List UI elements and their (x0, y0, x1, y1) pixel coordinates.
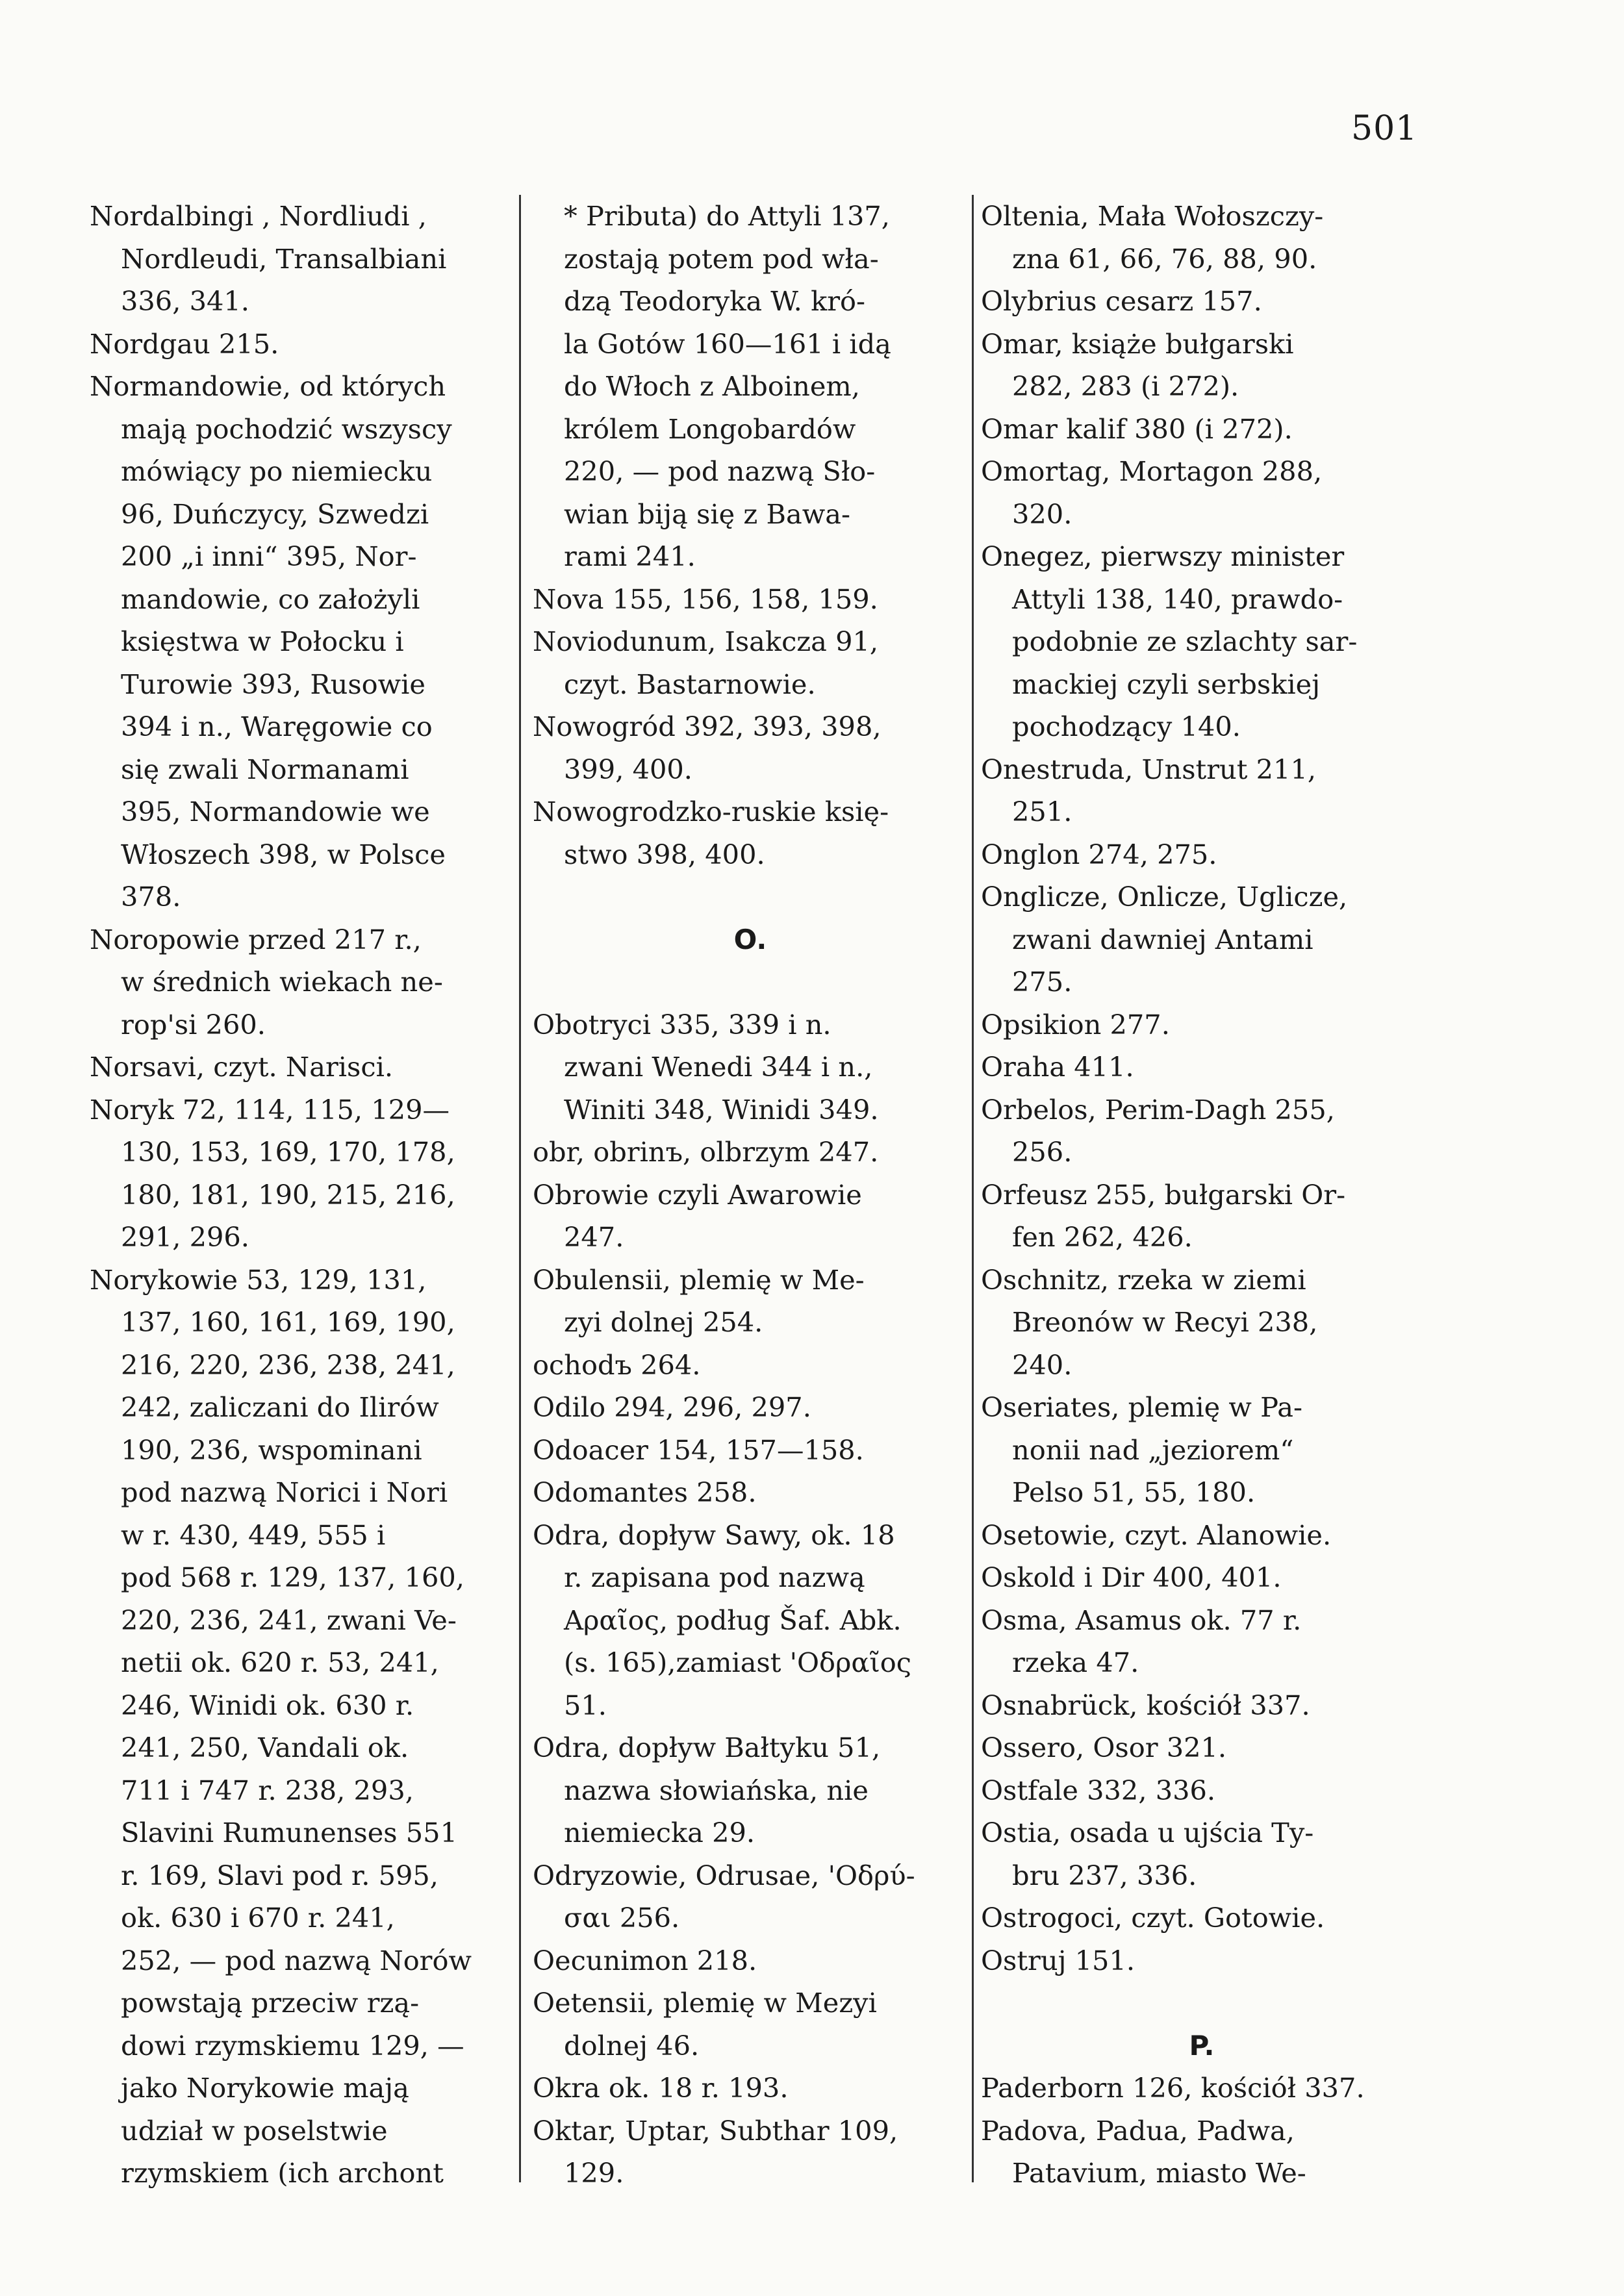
entry-line: stwo 398, 400. (564, 838, 765, 870)
entry-line: 399, 400. (564, 753, 692, 785)
entry-line: Osma, Asamus ok. 77 r. (981, 1604, 1302, 1636)
entry-line: 291, 296. (121, 1221, 249, 1253)
entry-line: niemiecka 29. (564, 1817, 755, 1848)
index-entry (981, 1556, 1423, 1599)
index-entry (981, 1684, 1423, 1727)
entry-line: 240. (1012, 1348, 1072, 1381)
entry-line: 241, 250, Vandali ok. (121, 1732, 409, 1763)
entry-line: Oraha 411. (981, 1051, 1134, 1083)
entry-line: Oetensii, plemię w Mezyi (533, 1987, 877, 2019)
entry-line: la Gotów 160—161 i idą (564, 327, 891, 360)
column-rule (972, 195, 974, 2182)
entry-line: Nowogrodzko-ruskie księ- (533, 796, 889, 827)
entry-line: 256. (1012, 1136, 1072, 1168)
entry-line: Odryzowie, Odrusae, 'Οδρύ- (533, 1859, 915, 1891)
index-column-2 (533, 195, 968, 2195)
index-entry (981, 535, 1423, 748)
entry-line: Osetowie, czyt. Alanowie. (981, 1519, 1332, 1551)
index-entry (981, 1003, 1423, 1046)
entry-line: udział w poselstwie (121, 2114, 388, 2147)
entry-line: r. 169, Slavi pod r. 595, (121, 1859, 438, 1891)
section-heading: P. (1189, 2029, 1215, 2062)
index-entry (981, 280, 1423, 323)
entry-line: Oktar, Uptar, Subthar 109, (533, 2114, 898, 2147)
entry-line: 130, 153, 169, 170, 178, (121, 1136, 455, 1168)
index-entry (533, 1939, 968, 1982)
entry-line: Odra, dopływ Sawy, ok. 18 (533, 1519, 895, 1551)
entry-line: Okra ok. 18 r. 193. (533, 2072, 789, 2104)
entry-line: nazwa słowiańska, nie (564, 1774, 869, 1806)
entry-line: zostają potem pod wła- (564, 242, 879, 275)
entry-line: Onestruda, Unstrut 211, (981, 753, 1317, 785)
entry-line: dowi rzymskiemu 129, — (121, 2029, 464, 2062)
entry-line: dzą Teodoryka W. kró- (564, 285, 866, 317)
index-entry (533, 2067, 968, 2110)
entry-line: 282, 283 (i 272). (1012, 370, 1239, 402)
entry-line: 395, Normandowie we (121, 796, 430, 827)
entry-line: ochodъ 264. (533, 1348, 701, 1381)
entry-line: 51. (564, 1689, 607, 1721)
index-entry (533, 790, 968, 876)
entry-line: 252, — pod nazwą Norów (121, 1944, 472, 1976)
index-entry (981, 1386, 1423, 1514)
entry-line: 216, 220, 236, 238, 241, (121, 1348, 455, 1381)
entry-line: Opsikion 277. (981, 1008, 1170, 1041)
entry-line: Noviodunum, Isakcza 91, (533, 625, 879, 657)
entry-line: do Włoch z Alboinem, (564, 370, 860, 402)
entry-line: 190, 236, wspominani (121, 1433, 422, 1466)
entry-line: bru 237, 336. (1012, 1859, 1197, 1891)
index-entry (533, 620, 968, 705)
entry-line: Ostia, osada u ujścia Ty- (981, 1817, 1314, 1848)
index-entry (981, 1174, 1423, 1259)
entry-line: Omar kalif 380 (i 272). (981, 412, 1293, 445)
entry-line: Norykowie 53, 129, 131, (90, 1263, 427, 1296)
entry-line: rzeka 47. (1012, 1646, 1139, 1678)
entry-line: Ostrogoci, czyt. Gotowie. (981, 1902, 1325, 1934)
entry-line: podobnie ze szlachty sar- (1012, 625, 1358, 657)
entry-line: Nordleudi, Transalbiani (121, 242, 447, 275)
entry-line: Odomantes 258. (533, 1476, 757, 1508)
entry-line: Patavium, miasto We- (1012, 2157, 1306, 2189)
entry-line: Odra, dopływ Bałtyku 51, (533, 1732, 881, 1763)
entry-line: mają pochodzić wszyscy (121, 412, 452, 445)
entry-line: się zwali Normanami (121, 753, 409, 785)
entry-line: 336, 341. (121, 285, 249, 317)
entry-line: σαι 256. (564, 1902, 680, 1934)
entry-line: obr, obrinъ, olbrzym 247. (533, 1136, 879, 1168)
entry-line: Nordgau 215. (90, 327, 279, 360)
entry-line: 96, Duńczycy, Szwedzi (121, 498, 429, 530)
entry-line: mandowie, co założyli (121, 583, 420, 615)
index-column-1 (90, 195, 505, 2195)
entry-line: Włoszech 398, w Polsce (121, 838, 446, 870)
index-entry (533, 1003, 968, 1131)
entry-line: 394 i n., Waręgowie co (121, 711, 433, 742)
index-entry (90, 1089, 505, 1259)
entry-line: Oskold i Dir 400, 401. (981, 1561, 1282, 1593)
spacer (533, 961, 968, 1003)
entry-line: nonii nad „jeziorem“ (1012, 1433, 1294, 1466)
entry-line: netii ok. 620 r. 53, 241, (121, 1646, 439, 1678)
entry-line: Ossero, Osor 321. (981, 1732, 1227, 1763)
index-entry (90, 323, 505, 366)
entry-line: 200 „i inni“ 395, Nor- (121, 540, 417, 572)
entry-line: 711 i 747 r. 238, 293, (121, 1774, 414, 1806)
index-entry (533, 1429, 968, 1472)
entry-line: r. zapisana pod nazwą (564, 1561, 865, 1593)
index-entry (981, 1259, 1423, 1387)
entry-line: dolnej 46. (564, 2029, 700, 2062)
entry-line: Winiti 348, Winidi 349. (564, 1093, 879, 1126)
entry-line: Osnabrück, kościół 337. (981, 1689, 1310, 1721)
entry-line: Oltenia, Mała Wołoszczy- (981, 200, 1324, 232)
entry-line: Noropowie przed 217 r., (90, 923, 422, 955)
entry-line: 220, 236, 241, zwani Ve- (121, 1604, 457, 1636)
entry-line: (s. 165),zamiast 'Οδραῖος (564, 1646, 911, 1678)
index-entry (533, 1514, 968, 1727)
entry-line: zwani dawniej Antami (1012, 923, 1313, 955)
index-entry (533, 1386, 968, 1429)
entry-line: Obotryci 335, 339 i n. (533, 1008, 831, 1041)
entry-line: Nordalbingi , Nordliudi , (90, 200, 427, 232)
index-entry (981, 1514, 1423, 1557)
column-rule (519, 195, 521, 2182)
entry-line: zna 61, 66, 76, 88, 90. (1012, 242, 1317, 275)
entry-line: Αραῖος, podług Šaf. Abk. (564, 1604, 902, 1636)
entry-line: 180, 181, 190, 215, 216, (121, 1178, 455, 1211)
index-entry (533, 1726, 968, 1854)
entry-line: Nova 155, 156, 158, 159. (533, 583, 878, 615)
entry-line: Paderborn 126, kościół 337. (981, 2072, 1365, 2104)
entry-line: Onglon 274, 275. (981, 838, 1217, 870)
index-entry (981, 408, 1423, 451)
entry-line: 247. (564, 1221, 624, 1253)
entry-line: Normandowie, od których (90, 370, 446, 402)
index-entry (981, 323, 1423, 408)
index-entry (981, 876, 1423, 1003)
entry-line: Norsavi, czyt. Narisci. (90, 1051, 394, 1083)
index-entry (533, 1259, 968, 1344)
entry-line: Ostfale 332, 336. (981, 1774, 1216, 1806)
entry-line: jako Norykowie mają (121, 2072, 409, 2104)
entry-line: Noryk 72, 114, 115, 129— (90, 1093, 450, 1126)
index-entry (533, 705, 968, 790)
index-entry (981, 748, 1423, 833)
entry-line: Obrowie czyli Awarowie (533, 1178, 862, 1211)
index-entry (533, 1854, 968, 1939)
index-entry (981, 195, 1423, 280)
index-entry (533, 578, 968, 621)
entry-line: Olybrius cesarz 157. (981, 285, 1262, 317)
entry-line: 129. (564, 2157, 624, 2189)
index-entry (90, 195, 505, 323)
entry-line: Turowie 393, Rusowie (121, 668, 425, 700)
index-entry (533, 1471, 968, 1514)
entry-line: czyt. Bastarnowie. (564, 668, 816, 700)
index-entry (981, 2067, 1423, 2110)
entry-line: Oseriates, plemię w Pa- (981, 1391, 1302, 1423)
index-entry (90, 918, 505, 1046)
index-entry (533, 1344, 968, 1387)
index-entry (533, 1131, 968, 1174)
spacer (533, 876, 968, 918)
entry-line: * Pributa) do Attyli 137, (564, 200, 890, 232)
entry-line: zyi dolnej 254. (564, 1306, 763, 1338)
entry-line: Oecunimon 218. (533, 1944, 757, 1976)
entry-line: mackiej czyli serbskiej (1012, 668, 1321, 700)
entry-line: rzymskiem (ich archont (121, 2157, 444, 2189)
index-entry (90, 365, 505, 918)
index-entry (981, 1811, 1423, 1897)
entry-line: Breonów w Recyi 238, (1012, 1306, 1318, 1338)
index-entry-continued (533, 195, 968, 578)
entry-line: 251. (1012, 796, 1072, 827)
entry-line: 378. (121, 881, 181, 913)
entry-line: Orbelos, Perim-Dagh 255, (981, 1093, 1335, 1126)
entry-line: powstają przeciw rzą- (121, 1987, 420, 2019)
entry-line: Onegez, pierwszy minister (981, 540, 1345, 572)
index-entry (90, 1046, 505, 1089)
entry-line: Padova, Padua, Padwa, (981, 2114, 1295, 2147)
entry-line: zwani Wenedi 344 i n., (564, 1051, 873, 1083)
entry-line: 246, Winidi ok. 630 r. (121, 1689, 414, 1721)
index-entry (981, 1769, 1423, 1812)
entry-line: Omar, książe bułgarski (981, 327, 1294, 360)
index-column-3 (981, 195, 1423, 2195)
index-entry (981, 833, 1423, 876)
entry-line: wian biją się z Bawa- (564, 498, 850, 530)
entry-line: 137, 160, 161, 169, 190, (121, 1306, 455, 1338)
entry-line: w średnich wiekach ne- (121, 966, 443, 998)
entry-line: Orfeusz 255, bułgarski Or- (981, 1178, 1346, 1211)
entry-line: pod 568 r. 129, 137, 160, (121, 1561, 464, 1593)
entry-line: rami 241. (564, 540, 696, 572)
entry-line: Obulensii, plemię w Me- (533, 1263, 865, 1296)
entry-line: Nowogród 392, 393, 398, (533, 711, 882, 742)
index-entry (981, 1599, 1423, 1684)
index-entry (981, 1897, 1423, 1939)
index-entry (533, 1174, 968, 1259)
index-entry (981, 2110, 1423, 2195)
index-entry (533, 1982, 968, 2067)
entry-line: królem Longobardów (564, 412, 856, 445)
index-entry (533, 2110, 968, 2195)
entry-line: Omortag, Mortagon 288, (981, 455, 1323, 487)
entry-line: Odilo 294, 296, 297. (533, 1391, 811, 1423)
entry-line: pochodzący 140. (1012, 711, 1241, 742)
entry-line: 220, — pod nazwą Sło- (564, 455, 876, 487)
entry-line: mówiący po niemiecku (121, 455, 433, 487)
entry-line: Onglicze, Onlicze, Uglicze, (981, 881, 1348, 913)
entry-line: rop'si 260. (121, 1008, 266, 1041)
index-entry (981, 450, 1423, 535)
entry-line: 320. (1012, 498, 1072, 530)
index-entry (981, 1939, 1423, 1982)
index-entry (981, 1726, 1423, 1769)
spacer (981, 1982, 1423, 2025)
entry-line: Slavini Rumunenses 551 (121, 1817, 457, 1848)
entry-line: fen 262, 426. (1012, 1221, 1193, 1253)
entry-line: Ostruj 151. (981, 1944, 1136, 1976)
section-heading: O. (733, 923, 767, 955)
entry-line: 275. (1012, 966, 1072, 998)
entry-line: ok. 630 i 670 r. 241, (121, 1902, 395, 1934)
entry-line: księstwa w Połocku i (121, 625, 404, 657)
entry-line: w r. 430, 449, 555 i (121, 1519, 386, 1551)
entry-line: Attyli 138, 140, prawdo- (1012, 583, 1343, 615)
page-number: 501 (1351, 109, 1418, 148)
index-entry (981, 1046, 1423, 1089)
entry-line: pod nazwą Norici i Nori (121, 1476, 448, 1508)
entry-line: Oschnitz, rzeka w ziemi (981, 1263, 1306, 1296)
index-entry (981, 1089, 1423, 1174)
entry-line: Odoacer 154, 157—158. (533, 1433, 864, 1466)
index-entry (90, 1259, 505, 2195)
entry-line: Pelso 51, 55, 180. (1012, 1476, 1256, 1508)
entry-line: 242, zaliczani do Ilirów (121, 1391, 439, 1423)
